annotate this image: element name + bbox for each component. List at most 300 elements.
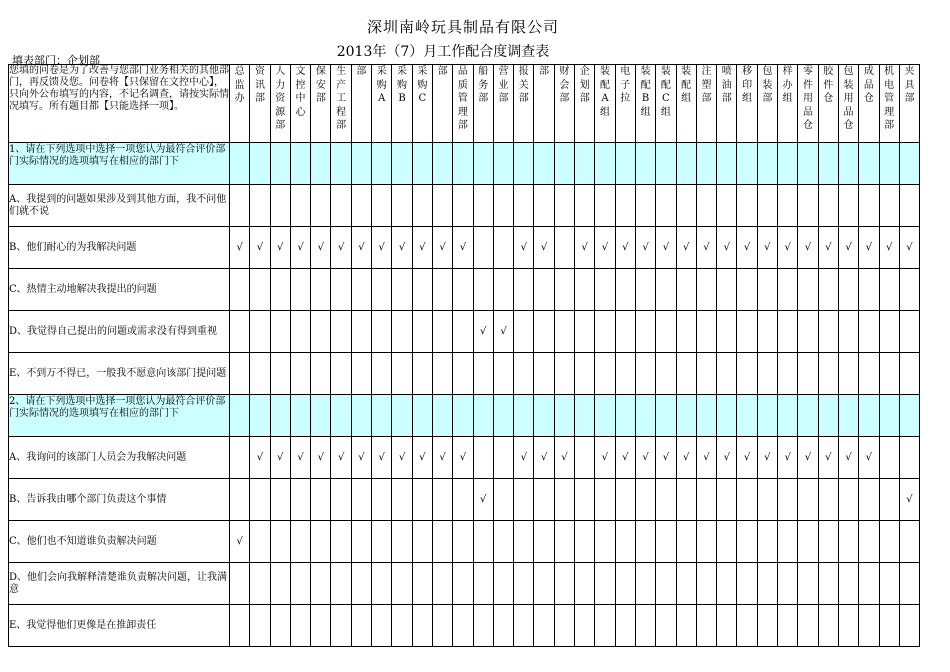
response-cell[interactable] (493, 269, 513, 311)
response-cell[interactable] (493, 227, 513, 269)
response-cell[interactable] (534, 185, 554, 227)
response-cell[interactable] (798, 563, 818, 605)
response-cell[interactable] (250, 521, 270, 563)
response-cell[interactable] (392, 437, 412, 479)
response-cell[interactable] (595, 521, 615, 563)
response-cell[interactable] (270, 605, 290, 647)
response-cell[interactable] (331, 395, 351, 437)
response-cell[interactable] (514, 479, 534, 521)
response-cell[interactable] (372, 395, 392, 437)
response-cell[interactable] (453, 269, 473, 311)
response-cell[interactable] (270, 143, 290, 185)
response-cell[interactable] (899, 395, 919, 437)
response-cell[interactable] (615, 479, 635, 521)
response-cell[interactable] (656, 185, 676, 227)
response-cell[interactable] (595, 605, 615, 647)
response-cell[interactable] (473, 479, 493, 521)
response-cell[interactable] (351, 479, 371, 521)
response-cell[interactable] (859, 353, 879, 395)
response-cell[interactable] (412, 185, 432, 227)
response-cell[interactable] (798, 227, 818, 269)
response-cell[interactable] (595, 479, 615, 521)
response-cell[interactable] (757, 521, 777, 563)
response-cell[interactable] (514, 143, 534, 185)
response-cell[interactable] (859, 605, 879, 647)
response-cell[interactable] (899, 521, 919, 563)
response-cell[interactable] (453, 479, 473, 521)
response-cell[interactable] (838, 479, 858, 521)
response-cell[interactable] (635, 311, 655, 353)
response-cell[interactable] (838, 353, 858, 395)
response-cell[interactable] (859, 563, 879, 605)
response-cell[interactable] (534, 227, 554, 269)
response-cell[interactable] (595, 437, 615, 479)
response-cell[interactable] (554, 563, 574, 605)
response-cell[interactable] (615, 395, 635, 437)
response-cell[interactable] (493, 563, 513, 605)
response-cell[interactable] (838, 563, 858, 605)
response-cell[interactable] (351, 605, 371, 647)
response-cell[interactable] (879, 311, 899, 353)
response-cell[interactable] (818, 311, 838, 353)
response-cell[interactable] (311, 269, 331, 311)
response-cell[interactable] (838, 143, 858, 185)
response-cell[interactable] (554, 479, 574, 521)
response-cell[interactable] (311, 227, 331, 269)
response-cell[interactable] (372, 479, 392, 521)
response-cell[interactable] (595, 563, 615, 605)
response-cell[interactable] (493, 143, 513, 185)
response-cell[interactable] (737, 227, 757, 269)
response-cell[interactable] (331, 185, 351, 227)
response-cell[interactable] (737, 521, 757, 563)
response-cell[interactable] (514, 269, 534, 311)
response-cell[interactable] (230, 269, 250, 311)
response-cell[interactable] (493, 353, 513, 395)
response-cell[interactable] (859, 143, 879, 185)
response-cell[interactable] (859, 479, 879, 521)
response-cell[interactable] (676, 563, 696, 605)
response-cell[interactable] (453, 521, 473, 563)
response-cell[interactable] (717, 479, 737, 521)
response-cell[interactable] (798, 395, 818, 437)
response-cell[interactable] (514, 563, 534, 605)
response-cell[interactable] (859, 185, 879, 227)
response-cell[interactable] (473, 269, 493, 311)
response-cell[interactable] (290, 185, 310, 227)
response-cell[interactable] (757, 227, 777, 269)
response-cell[interactable] (838, 185, 858, 227)
response-cell[interactable] (554, 605, 574, 647)
response-cell[interactable] (534, 563, 554, 605)
response-cell[interactable] (757, 185, 777, 227)
response-cell[interactable] (737, 269, 757, 311)
response-cell[interactable] (615, 311, 635, 353)
response-cell[interactable] (838, 605, 858, 647)
response-cell[interactable] (432, 437, 452, 479)
response-cell[interactable] (554, 395, 574, 437)
response-cell[interactable] (290, 353, 310, 395)
response-cell[interactable] (250, 563, 270, 605)
response-cell[interactable] (635, 143, 655, 185)
response-cell[interactable] (635, 563, 655, 605)
response-cell[interactable] (351, 143, 371, 185)
response-cell[interactable] (412, 563, 432, 605)
response-cell[interactable] (453, 395, 473, 437)
response-cell[interactable] (879, 395, 899, 437)
response-cell[interactable] (899, 353, 919, 395)
response-cell[interactable] (372, 185, 392, 227)
response-cell[interactable] (879, 143, 899, 185)
response-cell[interactable] (290, 395, 310, 437)
response-cell[interactable] (879, 605, 899, 647)
response-cell[interactable] (230, 311, 250, 353)
response-cell[interactable] (737, 479, 757, 521)
response-cell[interactable] (250, 479, 270, 521)
response-cell[interactable] (493, 605, 513, 647)
response-cell[interactable] (290, 563, 310, 605)
response-cell[interactable] (859, 437, 879, 479)
response-cell[interactable] (615, 563, 635, 605)
response-cell[interactable] (818, 227, 838, 269)
response-cell[interactable] (351, 521, 371, 563)
response-cell[interactable] (270, 479, 290, 521)
response-cell[interactable] (473, 353, 493, 395)
response-cell[interactable] (311, 143, 331, 185)
response-cell[interactable] (331, 437, 351, 479)
response-cell[interactable] (676, 353, 696, 395)
response-cell[interactable] (696, 269, 716, 311)
response-cell[interactable] (351, 269, 371, 311)
response-cell[interactable] (717, 563, 737, 605)
response-cell[interactable] (412, 605, 432, 647)
response-cell[interactable] (493, 521, 513, 563)
response-cell[interactable] (250, 437, 270, 479)
response-cell[interactable] (453, 353, 473, 395)
response-cell[interactable] (230, 395, 250, 437)
response-cell[interactable] (351, 227, 371, 269)
response-cell[interactable] (696, 353, 716, 395)
response-cell[interactable] (372, 311, 392, 353)
response-cell[interactable] (432, 311, 452, 353)
response-cell[interactable] (311, 353, 331, 395)
response-cell[interactable] (473, 185, 493, 227)
response-cell[interactable] (778, 605, 798, 647)
response-cell[interactable] (412, 311, 432, 353)
response-cell[interactable] (270, 185, 290, 227)
response-cell[interactable] (372, 143, 392, 185)
response-cell[interactable] (798, 143, 818, 185)
response-cell[interactable] (453, 437, 473, 479)
response-cell[interactable] (554, 143, 574, 185)
response-cell[interactable] (879, 353, 899, 395)
response-cell[interactable] (392, 521, 412, 563)
response-cell[interactable] (818, 185, 838, 227)
response-cell[interactable] (899, 563, 919, 605)
response-cell[interactable] (757, 605, 777, 647)
response-cell[interactable] (696, 311, 716, 353)
response-cell[interactable] (493, 185, 513, 227)
response-cell[interactable] (838, 395, 858, 437)
response-cell[interactable] (696, 479, 716, 521)
response-cell[interactable] (717, 311, 737, 353)
response-cell[interactable] (473, 437, 493, 479)
response-cell[interactable] (635, 521, 655, 563)
response-cell[interactable] (656, 269, 676, 311)
response-cell[interactable] (290, 143, 310, 185)
response-cell[interactable] (473, 227, 493, 269)
response-cell[interactable] (575, 353, 595, 395)
response-cell[interactable] (879, 563, 899, 605)
response-cell[interactable] (778, 395, 798, 437)
response-cell[interactable] (230, 437, 250, 479)
response-cell[interactable] (615, 185, 635, 227)
response-cell[interactable] (859, 227, 879, 269)
response-cell[interactable] (351, 395, 371, 437)
response-cell[interactable] (778, 353, 798, 395)
response-cell[interactable] (595, 311, 615, 353)
response-cell[interactable] (493, 395, 513, 437)
response-cell[interactable] (879, 269, 899, 311)
response-cell[interactable] (270, 521, 290, 563)
response-cell[interactable] (534, 479, 554, 521)
response-cell[interactable] (595, 143, 615, 185)
response-cell[interactable] (473, 143, 493, 185)
response-cell[interactable] (635, 269, 655, 311)
response-cell[interactable] (230, 521, 250, 563)
response-cell[interactable] (635, 227, 655, 269)
response-cell[interactable] (757, 143, 777, 185)
response-cell[interactable] (778, 437, 798, 479)
response-cell[interactable] (432, 563, 452, 605)
response-cell[interactable] (412, 227, 432, 269)
response-cell[interactable] (656, 521, 676, 563)
response-cell[interactable] (453, 605, 473, 647)
response-cell[interactable] (717, 521, 737, 563)
response-cell[interactable] (311, 311, 331, 353)
response-cell[interactable] (250, 311, 270, 353)
response-cell[interactable] (798, 269, 818, 311)
response-cell[interactable] (717, 437, 737, 479)
response-cell[interactable] (818, 605, 838, 647)
response-cell[interactable] (270, 311, 290, 353)
response-cell[interactable] (615, 227, 635, 269)
response-cell[interactable] (372, 521, 392, 563)
response-cell[interactable] (493, 437, 513, 479)
response-cell[interactable] (575, 605, 595, 647)
response-cell[interactable] (331, 143, 351, 185)
response-cell[interactable] (575, 479, 595, 521)
response-cell[interactable] (615, 143, 635, 185)
response-cell[interactable] (230, 563, 250, 605)
response-cell[interactable] (757, 395, 777, 437)
response-cell[interactable] (696, 605, 716, 647)
response-cell[interactable] (473, 395, 493, 437)
response-cell[interactable] (656, 563, 676, 605)
response-cell[interactable] (270, 437, 290, 479)
response-cell[interactable] (676, 227, 696, 269)
response-cell[interactable] (311, 185, 331, 227)
response-cell[interactable] (757, 563, 777, 605)
response-cell[interactable] (270, 353, 290, 395)
response-cell[interactable] (899, 269, 919, 311)
response-cell[interactable] (615, 353, 635, 395)
response-cell[interactable] (737, 563, 757, 605)
response-cell[interactable] (534, 311, 554, 353)
response-cell[interactable] (737, 353, 757, 395)
response-cell[interactable] (453, 227, 473, 269)
response-cell[interactable] (696, 185, 716, 227)
response-cell[interactable] (778, 143, 798, 185)
response-cell[interactable] (392, 185, 412, 227)
response-cell[interactable] (514, 437, 534, 479)
response-cell[interactable] (331, 479, 351, 521)
response-cell[interactable] (290, 605, 310, 647)
response-cell[interactable] (656, 395, 676, 437)
response-cell[interactable] (514, 353, 534, 395)
response-cell[interactable] (230, 479, 250, 521)
response-cell[interactable] (737, 311, 757, 353)
response-cell[interactable] (270, 563, 290, 605)
response-cell[interactable] (778, 269, 798, 311)
response-cell[interactable] (575, 227, 595, 269)
response-cell[interactable] (696, 395, 716, 437)
response-cell[interactable] (473, 521, 493, 563)
response-cell[interactable] (879, 185, 899, 227)
response-cell[interactable] (696, 143, 716, 185)
response-cell[interactable] (290, 479, 310, 521)
response-cell[interactable] (717, 395, 737, 437)
response-cell[interactable] (899, 227, 919, 269)
response-cell[interactable] (493, 479, 513, 521)
response-cell[interactable] (534, 143, 554, 185)
response-cell[interactable] (615, 521, 635, 563)
response-cell[interactable] (270, 227, 290, 269)
response-cell[interactable] (534, 353, 554, 395)
response-cell[interactable] (372, 353, 392, 395)
response-cell[interactable] (798, 353, 818, 395)
response-cell[interactable] (737, 185, 757, 227)
response-cell[interactable] (717, 143, 737, 185)
response-cell[interactable] (696, 227, 716, 269)
response-cell[interactable] (331, 605, 351, 647)
response-cell[interactable] (412, 269, 432, 311)
response-cell[interactable] (879, 479, 899, 521)
response-cell[interactable] (818, 353, 838, 395)
response-cell[interactable] (250, 353, 270, 395)
response-cell[interactable] (778, 185, 798, 227)
response-cell[interactable] (575, 521, 595, 563)
response-cell[interactable] (575, 269, 595, 311)
response-cell[interactable] (696, 437, 716, 479)
response-cell[interactable] (432, 227, 452, 269)
response-cell[interactable] (696, 563, 716, 605)
response-cell[interactable] (656, 353, 676, 395)
response-cell[interactable] (879, 437, 899, 479)
response-cell[interactable] (554, 185, 574, 227)
response-cell[interactable] (250, 395, 270, 437)
response-cell[interactable] (412, 479, 432, 521)
response-cell[interactable] (737, 605, 757, 647)
response-cell[interactable] (351, 437, 371, 479)
response-cell[interactable] (290, 227, 310, 269)
response-cell[interactable] (493, 311, 513, 353)
response-cell[interactable] (331, 269, 351, 311)
response-cell[interactable] (534, 437, 554, 479)
response-cell[interactable] (534, 605, 554, 647)
response-cell[interactable] (311, 521, 331, 563)
response-cell[interactable] (514, 185, 534, 227)
response-cell[interactable] (656, 437, 676, 479)
response-cell[interactable] (838, 227, 858, 269)
response-cell[interactable] (372, 437, 392, 479)
response-cell[interactable] (635, 353, 655, 395)
response-cell[interactable] (595, 185, 615, 227)
response-cell[interactable] (372, 605, 392, 647)
response-cell[interactable] (798, 479, 818, 521)
response-cell[interactable] (453, 143, 473, 185)
response-cell[interactable] (676, 311, 696, 353)
response-cell[interactable] (372, 227, 392, 269)
response-cell[interactable] (899, 185, 919, 227)
response-cell[interactable] (554, 521, 574, 563)
response-cell[interactable] (290, 311, 310, 353)
response-cell[interactable] (250, 605, 270, 647)
response-cell[interactable] (595, 269, 615, 311)
response-cell[interactable] (838, 311, 858, 353)
response-cell[interactable] (676, 143, 696, 185)
response-cell[interactable] (230, 353, 250, 395)
response-cell[interactable] (392, 479, 412, 521)
response-cell[interactable] (453, 311, 473, 353)
response-cell[interactable] (554, 353, 574, 395)
response-cell[interactable] (432, 143, 452, 185)
response-cell[interactable] (250, 143, 270, 185)
response-cell[interactable] (838, 269, 858, 311)
response-cell[interactable] (473, 311, 493, 353)
response-cell[interactable] (351, 185, 371, 227)
response-cell[interactable] (696, 521, 716, 563)
response-cell[interactable] (717, 353, 737, 395)
response-cell[interactable] (879, 227, 899, 269)
response-cell[interactable] (514, 395, 534, 437)
response-cell[interactable] (778, 311, 798, 353)
response-cell[interactable] (778, 479, 798, 521)
response-cell[interactable] (859, 311, 879, 353)
response-cell[interactable] (635, 605, 655, 647)
response-cell[interactable] (432, 521, 452, 563)
response-cell[interactable] (392, 563, 412, 605)
response-cell[interactable] (331, 563, 351, 605)
response-cell[interactable] (331, 227, 351, 269)
response-cell[interactable] (412, 353, 432, 395)
response-cell[interactable] (432, 269, 452, 311)
response-cell[interactable] (453, 185, 473, 227)
response-cell[interactable] (818, 143, 838, 185)
response-cell[interactable] (514, 311, 534, 353)
response-cell[interactable] (554, 311, 574, 353)
response-cell[interactable] (311, 437, 331, 479)
response-cell[interactable] (230, 185, 250, 227)
response-cell[interactable] (737, 437, 757, 479)
response-cell[interactable] (595, 395, 615, 437)
response-cell[interactable] (473, 563, 493, 605)
response-cell[interactable] (656, 143, 676, 185)
response-cell[interactable] (412, 143, 432, 185)
response-cell[interactable] (392, 353, 412, 395)
response-cell[interactable] (453, 563, 473, 605)
response-cell[interactable] (818, 563, 838, 605)
